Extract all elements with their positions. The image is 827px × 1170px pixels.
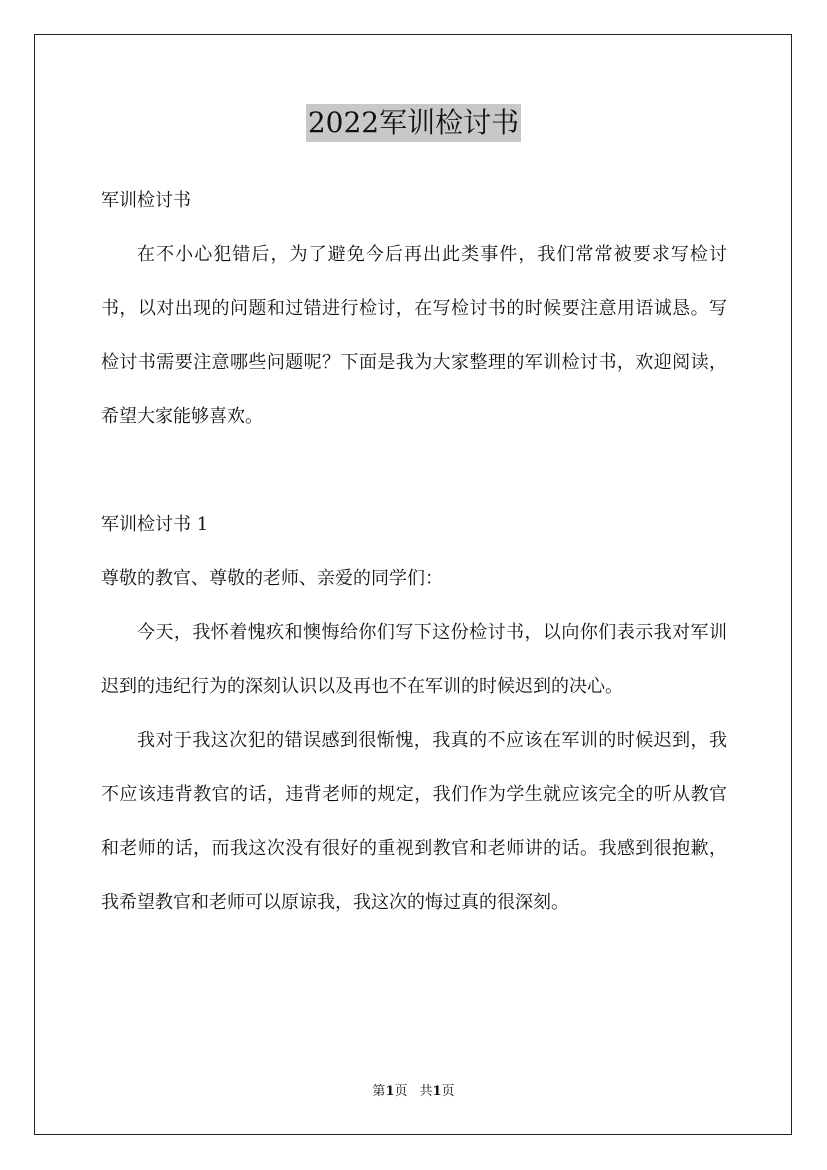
body-paragraph-2: 我对于我这次犯的错误感到很惭愧，我真的不应该在军训的时候迟到，我不应该违背教官的话，违背老师的规定，我们作为学生就应该完全的听从教官和老师的话，而我这次没有很好的重视到教官和老师讲的话。我感到很抱歉，我希望教官和老师可以原谅我，我这次的悔过真的很深刻。 (101, 730, 727, 913)
total-prefix: 共 (419, 1084, 433, 1099)
document-body (101, 174, 727, 930)
subtitle: 军训检讨书 (101, 190, 191, 211)
page-footer (0, 1083, 827, 1101)
intro-paragraph: 在不小心犯错后，为了避免今后再出此类事件，我们常常被要求写检讨书，以对出现的问题和过错进行检讨，在写检讨书的时候要注意用语诚恳。写检讨书需要注意哪些问题呢？下面是我为大家整理的军训检讨书，欢迎阅读，希望大家能够喜欢。 (101, 244, 727, 427)
page-suffix: 页 (394, 1084, 408, 1099)
total-pages: 1 (432, 1084, 442, 1099)
blank-line (101, 444, 727, 498)
body-paragraph-1: 今天，我怀着愧疚和懊悔给你们写下这份检讨书，以向你们表示我对军训迟到的违纪行为的深刻认识以及再也不在军训的时候迟到的决心。 (101, 622, 727, 697)
page-prefix: 第 (372, 1084, 386, 1099)
salutation: 尊敬的教官、尊敬的老师、亲爱的同学们： (101, 568, 443, 589)
section-heading: 军训检讨书 1 (101, 514, 209, 535)
title-container (0, 104, 827, 142)
page-number: 1 (385, 1084, 395, 1099)
document-title: 2022军训检讨书 (306, 104, 521, 142)
total-suffix: 页 (441, 1084, 455, 1099)
